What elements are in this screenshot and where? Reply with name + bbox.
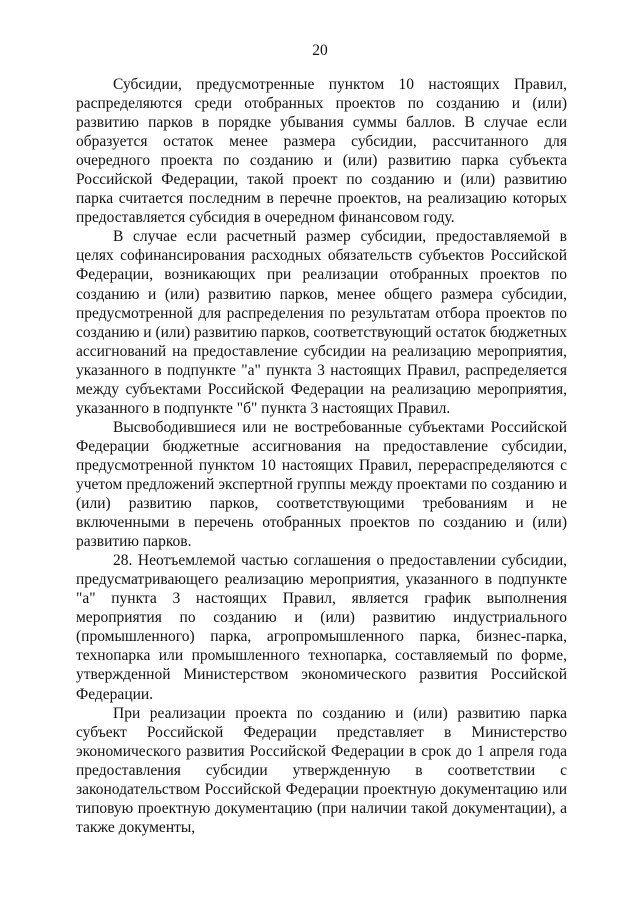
paragraph-subsidy-remainder: В случае если расчетный размер субсидии, предоставляемой в целях софинансирования расходных обязательств субъектов Российской Федерации, возникающих при реализации отобранных проектов по созданию и (или) развитию парков, менее общего размера субсидии, предусмотренной для распределения по результатам отбора проектов по созданию и (или) развитию парков, соответствующий остаток бюджетных ассигнований на предоставление субсидии на реализацию мероприятия, указанного в подпункте "а" пункта 3 настоящих Правил, распределяется между субъектами Российской Федерации на реализацию мероприятия, указанного в подпункте "б" пункта 3 настоящих Правил. bbox=[76, 228, 567, 417]
paragraph-clause-28: 28. Неотъемлемой частью соглашения о предоставлении субсидии, предусматривающего реализацию мероприятия, указанного в подпункте "а" пункта 3 настоящих Правил, является график выполнения мероприятия по созданию и (или) развитию индустриального (промышленного) парка, агропромышленного парка, бизнес-парка, технопарка или промышленного технопарка, составляемый по форме, утвержденной Министерством экономического развития Российской Федерации. bbox=[76, 552, 567, 703]
page-number: 20 bbox=[312, 42, 328, 59]
document-body bbox=[76, 75, 567, 837]
paragraph-redistribution: Высвободившиеся или не востребованные субъектами Российской Федерации бюджетные ассигнования на предоставление субсидии, предусмотренной пунктом 10 настоящих Правил, перераспределяются с учетом предложений экспертной группы между проектами по созданию и (или) развитию парков, соответствующими требованиям и не включенными в перечень отобранных проектов по созданию и (или) развитию парков. bbox=[76, 418, 567, 551]
paragraph-subsidy-distribution: Субсидии, предусмотренные пунктом 10 настоящих Правил, распределяются среди отобранных проектов по созданию и (или) развитию парков в порядке убывания суммы баллов. В случае если образуется остаток менее размера субсидии, рассчитанного для очередного проекта по созданию и (или) развитию парка субъекта Российской Федерации, такой проект по созданию и (или) развитию парка считается последним в перечне проектов, на реализацию которых предоставляется субсидия в очередном финансовом году. bbox=[76, 76, 567, 227]
paragraph-project-documentation: При реализации проекта по созданию и (или) развитию парка субъект Российской Федерации представляет в Министерство экономического развития Российской Федерации в срок до 1 апреля года предоставления субсидии утвержденную в соответствии с законодательством Российской Федерации проектную документацию или типовую проектную документацию (при наличии такой документации), а также документы, bbox=[76, 704, 567, 836]
